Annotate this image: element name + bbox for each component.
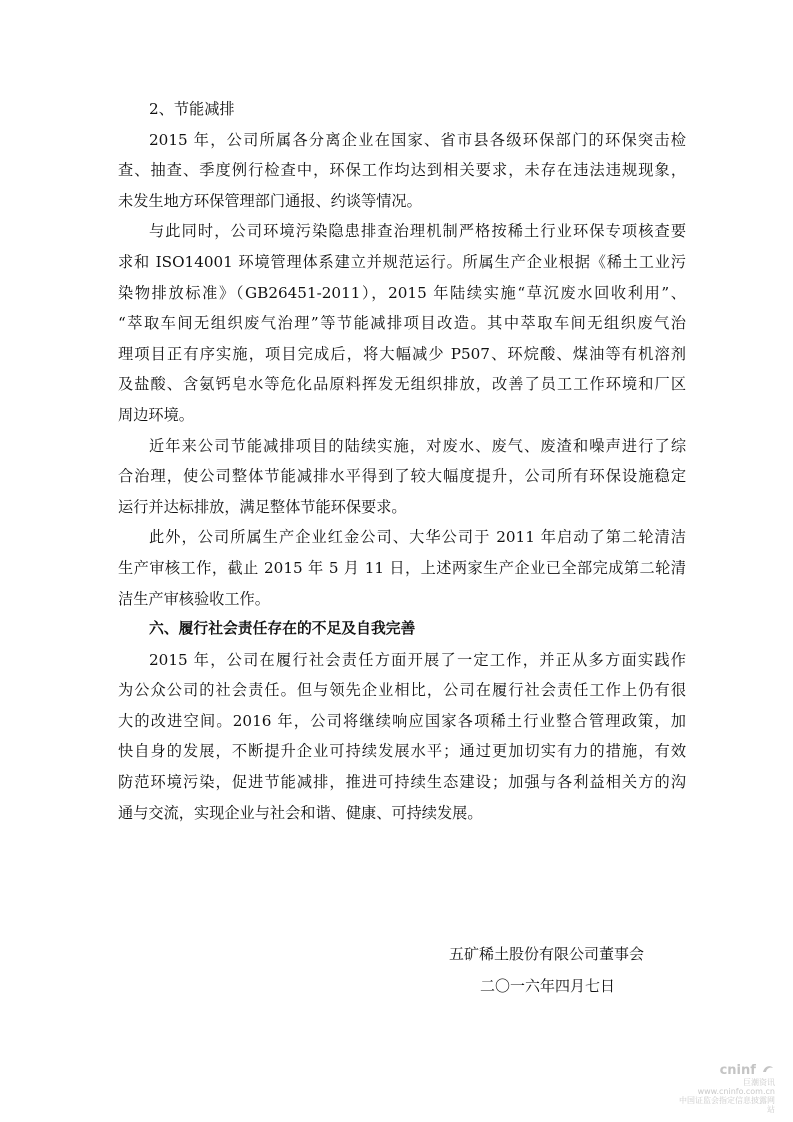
text-line: 理项目正有序实施，项目完成后，将大幅减少 P507、环烷酸、煤油等有机溶剂: [118, 344, 686, 363]
cninfo-cn-name: 巨潮资讯: [743, 1078, 775, 1087]
signature-company: 五矿稀土股份有限公司董事会: [449, 945, 645, 963]
body-text: [118, 94, 686, 828]
subsection-title: 2、节能减排: [149, 100, 235, 118]
paragraph-results: [118, 431, 686, 523]
text-line: 为公众公司的社会责任。但与领先企业相比，公司在履行社会责任工作上仍有很: [118, 681, 686, 700]
text-line: 运行并达标排放，满足整体节能环保要求。: [118, 497, 407, 516]
text-line: 染物排放标准》（GB26451-2011），2015 年陆续实施“草沉废水回收利用”、: [118, 283, 686, 302]
swirl-icon: [761, 1063, 775, 1075]
text-line: 防范环境污染，促进节能减排，推进可持续生态建设；加强与各利益相关方的沟: [118, 773, 686, 792]
text-line: 求和 ISO14001 环境管理体系建立并规范运行。所属生产企业根据《稀土工业污: [118, 252, 686, 271]
text-line: 与此同时，公司环境污染隐患排查治理机制严格按稀土行业环保专项核查要: [149, 222, 686, 241]
section-title: 六、履行社会责任存在的不足及自我完善: [149, 620, 416, 638]
text-line: 快自身的发展，不断提升企业可持续发展水平；通过更加切实有力的措施，有效: [118, 742, 686, 761]
text-line: 合治理，使公司整体节能减排水平得到了较大幅度提升，公司所有环保设施稳定: [118, 467, 686, 486]
text-line: 2015 年，公司所属各分离企业在国家、省市县各级环保部门的环保突击检: [149, 130, 686, 149]
cninfo-logo-text: cninf: [719, 1063, 756, 1078]
paragraph-clean-production: [118, 522, 686, 614]
signature-date: 二〇一六年四月七日: [480, 977, 616, 995]
text-line: 近年来公司节能减排项目的陆续实施，对废水、废气、废渣和噪声进行了综: [149, 436, 686, 455]
text-line: 2015 年，公司在履行社会责任方面开展了一定工作，并正从多方面实践作: [149, 650, 686, 669]
text-line: 生产审核工作，截止 2015 年 5 月 11 日，上述两家生产企业已全部完成第二轮清: [118, 558, 686, 577]
cninfo-watermark: [675, 1059, 775, 1114]
paragraph-compliance: [118, 125, 686, 217]
text-line: 通与交流，实现企业与社会和谐、健康、可持续发展。: [118, 803, 483, 822]
text-line: 洁生产审核验收工作。: [118, 589, 270, 608]
cninfo-url: www.cninfo.com.cn: [697, 1087, 775, 1096]
text-line: 未发生地方环保管理部门通报、约谈等情况。: [118, 191, 422, 210]
text-line: 周边环境。: [118, 405, 194, 424]
paragraph-improvement: [118, 645, 686, 829]
text-line: 此外，公司所属生产企业红金公司、大华公司于 2011 年启动了第二轮清洁: [149, 528, 686, 547]
text-line: 大的改进空间。2016 年，公司将继续响应国家各项稀土行业整合管理政策，加: [118, 711, 686, 730]
cninfo-desc: 中国证监会指定信息披露网站: [679, 1096, 775, 1114]
cninfo-logo: [675, 1059, 775, 1078]
paragraph-governance: [118, 216, 686, 430]
text-line: 查、抽查、季度例行检查中，环保工作均达到相关要求，未存在违法违规现象，: [118, 161, 686, 180]
text-line: “萃取车间无组织废气治理”等节能减排项目改造。其中萃取车间无组织废气治: [118, 314, 686, 333]
text-line: 及盐酸、含氨钙皂水等危化品原料挥发无组织排放，改善了员工工作环境和厂区: [118, 375, 686, 394]
